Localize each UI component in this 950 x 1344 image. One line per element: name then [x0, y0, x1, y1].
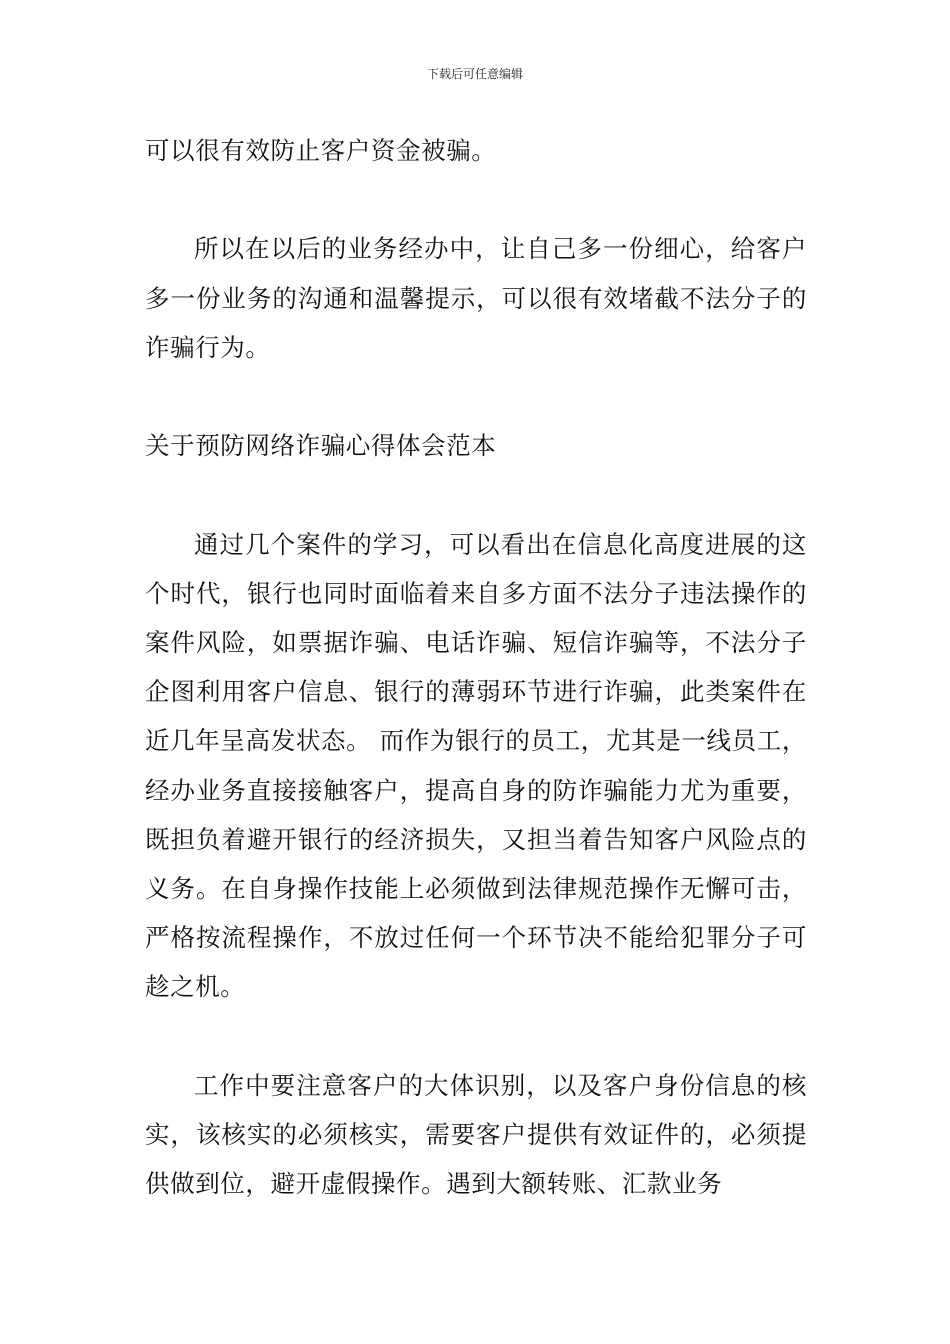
paragraph-1: 可以很有效防止客户资金被骗。	[145, 136, 497, 165]
paragraph-2: 所以在以后的业务经办中，让自己多一份细心，给客户多一份业务的沟通和温馨提示，可以很有效堵截不法分子的诈骗行为。	[145, 234, 807, 362]
paragraph-3: 通过几个案件的学习，可以看出在信息化高度进展的这个时代，银行也同时面临着来自多方面不法分子违法操作的案件风险，如票据诈骗、电话诈骗、短信诈骗等，不法分子企图利用客户信息、银行的薄弱环节进行诈骗，此类案件在近几年呈高发状态。 而作为银行的员工，尤其是一线员工，经办业务直接接触客户，提高自身的防诈骗能力尤为重要，既担负着避开银行的经济损失，又担当着告知客户风险点的义务。在自身操作技能上必须做到法律规范操作无懈可击，严格按流程操作，不放过任何一个环节决不能给犯罪分子可趁之机。	[145, 529, 807, 1002]
section-heading: 关于预防网络诈骗心得体会范本	[145, 431, 497, 461]
header-note: 下载后可任意编辑	[426, 67, 523, 81]
document-body	[145, 126, 807, 1208]
paragraph-4: 工作中要注意客户的大体识别，以及客户身份信息的核实，该核实的必须核实，需要客户提供有效证件的，必须提供做到位，避开虚假操作。遇到大额转账、汇款业务	[145, 1070, 807, 1199]
